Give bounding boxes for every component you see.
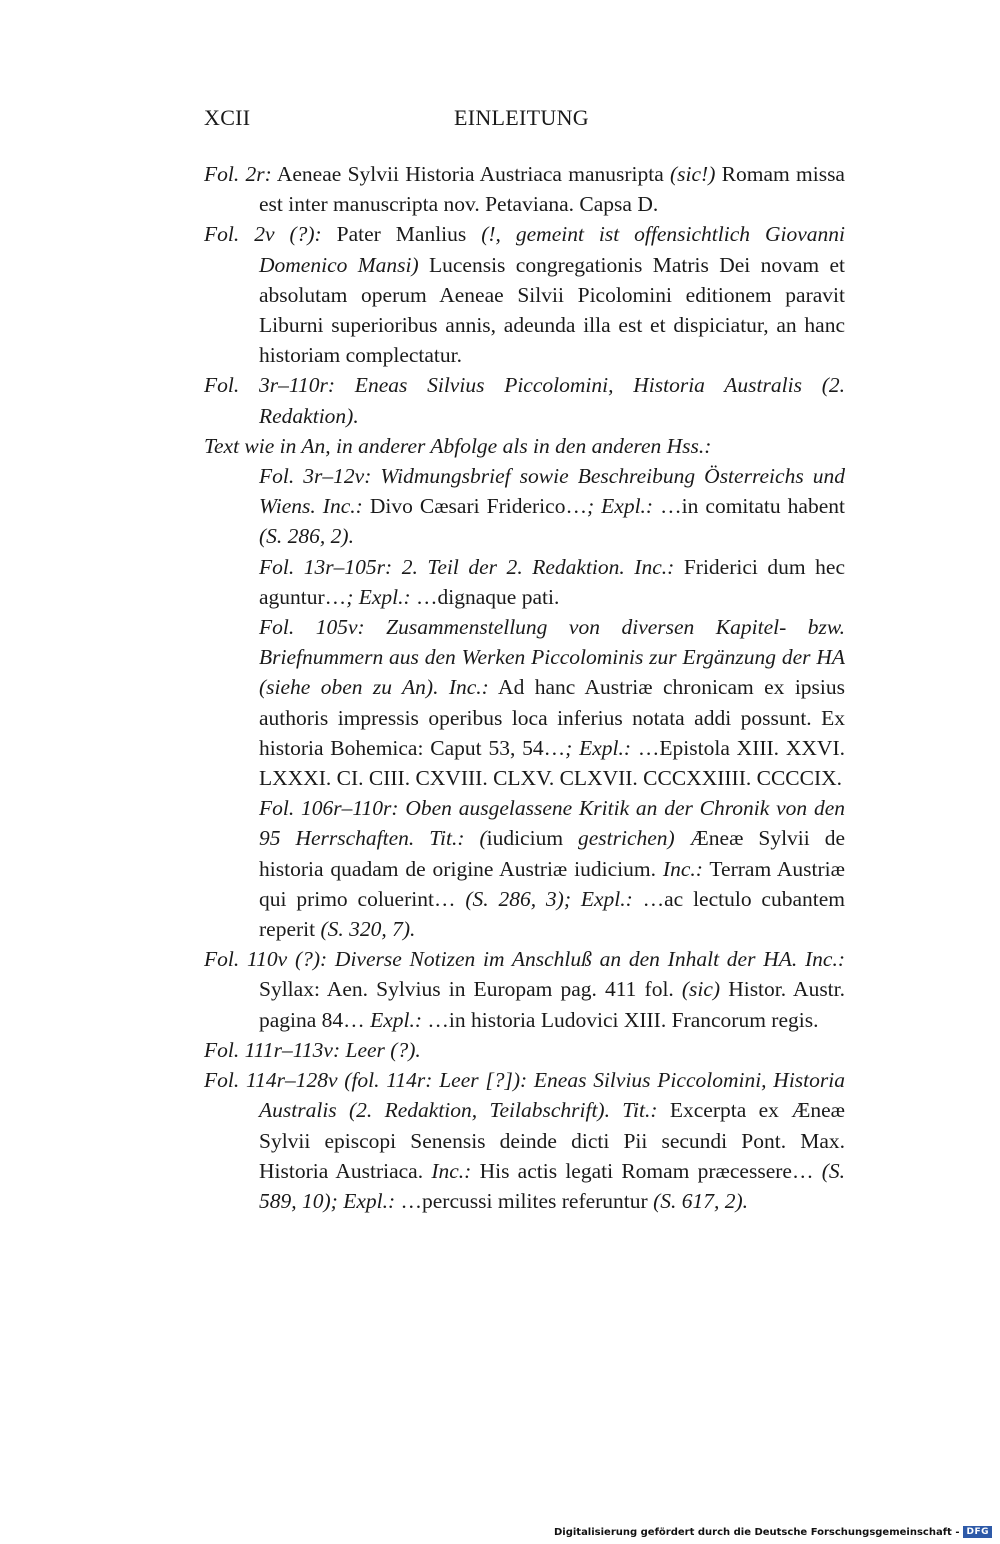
- dfg-logo-icon: DFG: [963, 1526, 992, 1538]
- entry-fol-3r-110r: Fol. 3r–110r: Eneas Silvius Piccolomini, Historia Australis (2. Redaktion).: [204, 373, 845, 428]
- entry-fol-111r-113v: Fol. 111r–113v: Leer (?).: [204, 1037, 421, 1062]
- running-title: EINLEITUNG: [454, 105, 589, 130]
- catalogue-text: [204, 159, 845, 1216]
- subentry-fol-105v: Fol. 105v: Zusammenstellung von diversen Kapitel- bzw. Briefnummern aus den Werken Piccolominis zur Ergänzung der HA (siehe oben zu An). Inc.: Ad hanc Austriæ chronicam ex ipsius authoris impressis operibus loca inferius notata addi possunt. Ex historia Bohemica: Caput 53, 54…; Expl.: …Epistola XIII. XXVI. LXXXI. CI. CIII. CXVIII. CLXV. CLXVII. CCCXXIIII. CCCCIX.: [259, 615, 845, 791]
- page-header: [204, 105, 845, 141]
- page: [204, 105, 845, 1216]
- entry-fol-114r-128v: Fol. 114r–128v (fol. 114r: Leer [?]): Eneas Silvius Piccolomini, Historia Australis (2. Redaktion, Teilabschrift). Tit.: Excerpta ex Æneæ Sylvii episcopi Senensis deinde dicti Pii secundi Pont. Max. Historia Austriaca. Inc.: His actis legati Romam præcessere… (S. 589, 10); Expl.: …percussi milites referuntur (S. 617, 2).: [204, 1068, 846, 1213]
- digitization-credit: [554, 1526, 992, 1538]
- subentry-fol-106r-110r: Fol. 106r–110r: Oben ausgelassene Kritik an der Chronik von den 95 Herrschaften. Tit.: (iudicium gestrichen) Æneæ Sylvii de historia quadam de origine Austriæ iudicium. Inc.: Terram Austriæ qui primo coluerint… (S. 286, 3); Expl.: …ac lectulo cubantem reperit (S. 320, 7).: [259, 796, 845, 942]
- entry-text-order: Text wie in An, in anderer Abfolge als in den anderen Hss.:: [204, 433, 712, 458]
- subentry-fol-13r-105r: Fol. 13r–105r: 2. Teil der 2. Redaktion. Inc.: Friderici dum hec aguntur…; Expl.: …dignaque pati.: [259, 554, 845, 609]
- folio-number: XCII: [204, 105, 251, 130]
- entry-fol-2v: Fol. 2v (?): Pater Manlius (!, gemeint ist offensichtlich Giovanni Domenico Mansi) Lucensis congregationis Matris Dei novam et absolutam operum Aeneae Silvii Picolomini editionem paravit Liburni superioribus annis, adeunda illa est et dispiciatur, an hanc historiam complectatur.: [204, 222, 846, 368]
- entry-fol-2r: Fol. 2r: Aeneae Sylvii Historia Austriaca manusripta (sic!) Romam missa est inter manuscripta nov. Petaviana. Capsa D.: [204, 162, 845, 217]
- credit-text: Digitalisierung gefördert durch die Deutsche Forschungsgemeinschaft -: [553, 1526, 960, 1538]
- entry-fol-110v: Fol. 110v (?): Diverse Notizen im Anschluß an den Inhalt der HA. Inc.: Syllax: Aen. Sylvius in Europam pag. 411 fol. (sic) Histor. Austr. pagina 84… Expl.: …in historia Ludovici XIII. Francorum regis.: [204, 947, 846, 1032]
- subentry-fol-3r-12v: Fol. 3r–12v: Widmungsbrief sowie Beschreibung Österreichs und Wiens. Inc.: Divo Cæsari Friderico…; Expl.: …in comitatu habent (S. 286, 2).: [259, 464, 845, 549]
